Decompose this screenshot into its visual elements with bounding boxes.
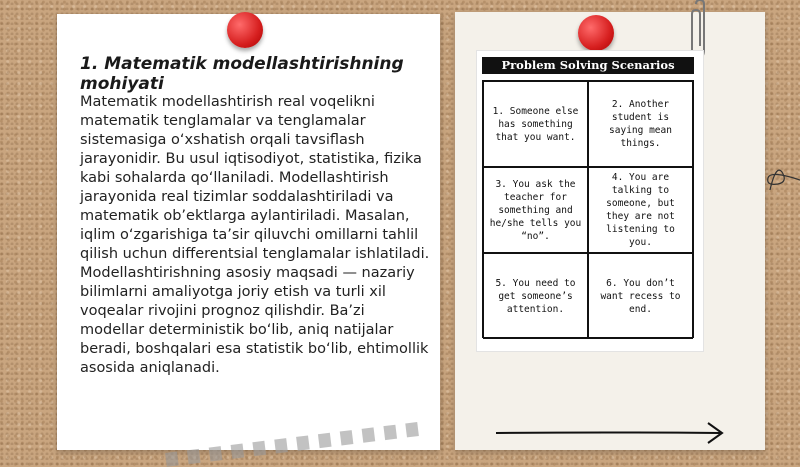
scenario-cell: 3. You ask the teacher for something and he/she tells you “no”. bbox=[483, 167, 588, 253]
pushpin-icon bbox=[227, 12, 263, 48]
worksheet-title: Problem Solving Scenarios bbox=[482, 57, 694, 74]
scenario-cell: 6. You don’t want recess to end. bbox=[588, 253, 693, 339]
scenario-grid bbox=[482, 80, 694, 338]
pushpin-icon bbox=[578, 15, 614, 51]
section-body-text: Matematik modellashtirish real voqelikni matematik tenglamalar va tenglamalar sistemasiga o‘xshatish orqali tavsiflash jarayonidir. Bu usul iqtisodiyot, statistika, fizika kabi sohalarda qo‘llaniladi. Modellashtirish jarayonida real tizimlar soddalashtiriladi va matematik ob’ektlarga aylantiriladi. Masalan, iqlim o‘zgarishiga ta’sir qiluvchi omillarni tahlil qilish uchun differentsial tenglamalar ishlatiladi. Modellashtirishning asosiy maqsadi — nazariy bilimlarni amaliyotga joriy etish va turli xil voqealar rivojini prognoz qilishdir. Ba’zi modellar deterministik bo‘lib, aniq natijalar beradi, boshqalari esa statistik bo‘lib, ehtimollik asosida aniqlanadi. bbox=[80, 94, 430, 376]
squiggle-decoration bbox=[760, 150, 800, 210]
scenario-cell: 4. You are talking to someone, but they are not listening to you. bbox=[588, 167, 693, 253]
scenario-cell: 2. Another student is saying mean things. bbox=[588, 81, 693, 167]
scenario-cell: 5. You need to get someone’s attention. bbox=[483, 253, 588, 339]
scenario-cell: 1. Someone else has something that you want. bbox=[483, 81, 588, 167]
arrow-right-icon bbox=[494, 418, 726, 448]
section-heading: 1. Matematik modellashtirishning mohiyati bbox=[80, 54, 404, 94]
